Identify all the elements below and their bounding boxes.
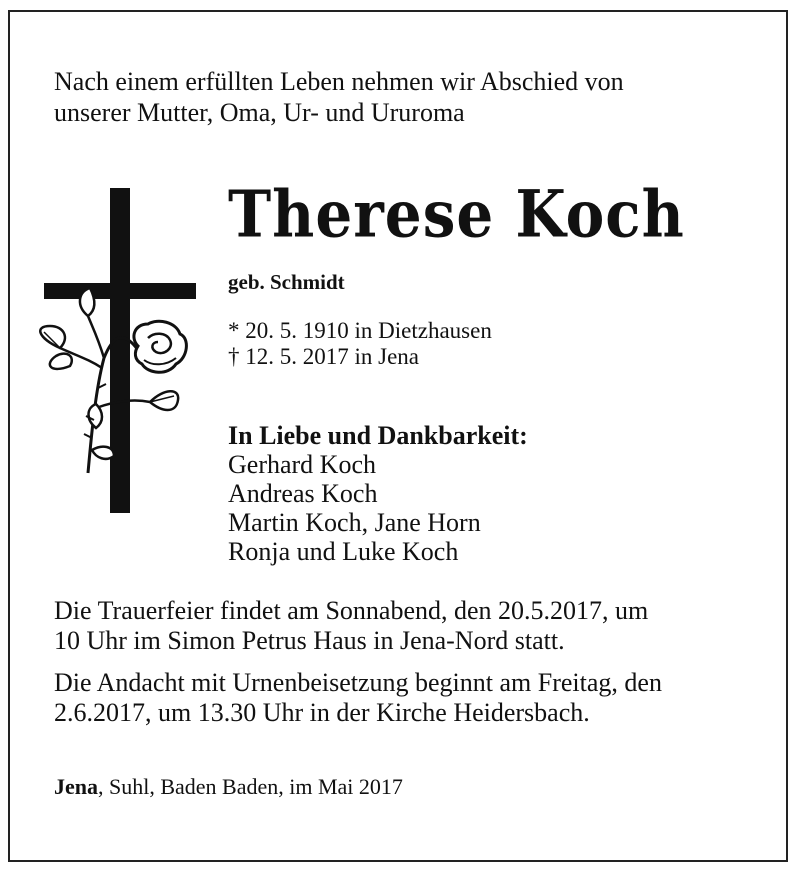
closing-rest: , Suhl, Baden Baden, im Mai 2017 (98, 774, 403, 799)
birth-date: * 20. 5. 1910 in Dietzhausen (228, 318, 492, 343)
deceased-name: Therese Koch (228, 176, 685, 253)
closing-line (54, 774, 403, 800)
closing-place: Jena (54, 774, 98, 799)
mourner-name: Martin Koch, Jane Horn (228, 508, 481, 537)
funeral-line-1: Die Trauerfeier findet am Sonnabend, den 20.5.2017, um (54, 596, 649, 625)
mourner-name: Andreas Koch (228, 479, 378, 508)
intro-line-2: unserer Mutter, Oma, Ur- und Ururoma (54, 98, 465, 127)
burial-line-1: Die Andacht mit Urnenbeisetzung beginnt am Freitag, den (54, 668, 662, 697)
mourner-name: Ronja und Luke Koch (228, 537, 459, 566)
intro-line-1: Nach einem erfüllten Leben nehmen wir Abschied von (54, 67, 624, 96)
mourners-heading: In Liebe und Dankbarkeit: (228, 421, 528, 450)
burial-line-2: 2.6.2017, um 13.30 Uhr in der Kirche Heidersbach. (54, 698, 590, 727)
birth-name: geb. Schmidt (228, 270, 345, 294)
cross-with-rose-icon (30, 188, 210, 518)
funeral-line-2: 10 Uhr im Simon Petrus Haus in Jena-Nord statt. (54, 626, 565, 655)
death-date: † 12. 5. 2017 in Jena (228, 344, 420, 369)
mourner-name: Gerhard Koch (228, 450, 376, 479)
